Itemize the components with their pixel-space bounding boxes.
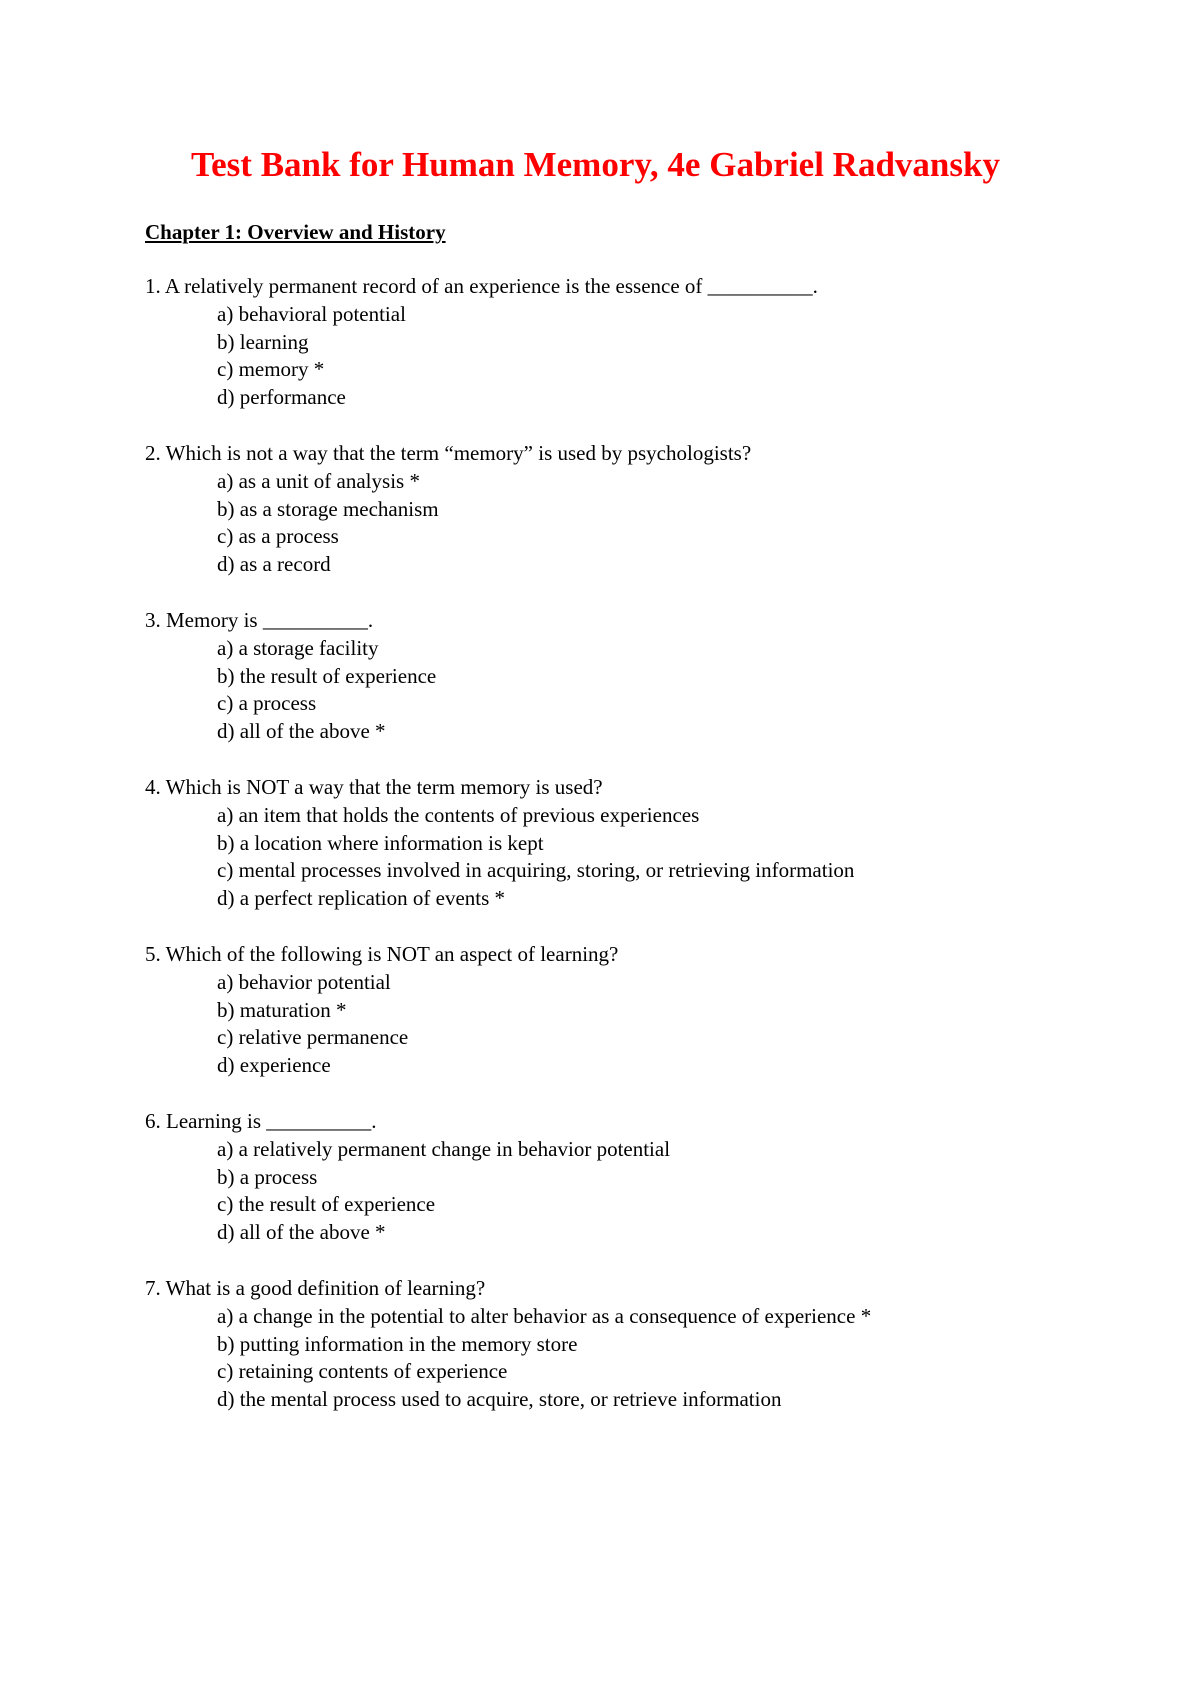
- question-4: [145, 774, 1145, 913]
- answer-options: [145, 1136, 1145, 1247]
- answer-option-d: d) performance: [217, 385, 346, 410]
- answer-option-b: b) as a storage mechanism: [217, 496, 439, 521]
- question-list: [145, 273, 1145, 1442]
- answer-options: [145, 635, 1145, 746]
- answer-option-a: a) behavior potential: [217, 969, 391, 994]
- answer-option-d: d) all of the above *: [217, 719, 386, 744]
- question-stem: 2. Which is not a way that the term “memory” is used by psychologists?: [145, 440, 752, 465]
- answer-option-c: c) as a process: [217, 524, 339, 549]
- question-stem: 6. Learning is __________.: [145, 1108, 377, 1133]
- answer-option-d: d) the mental process used to acquire, store, or retrieve information: [217, 1387, 782, 1412]
- answer-option-c: c) the result of experience: [217, 1192, 436, 1217]
- answer-option-c: c) relative permanence: [217, 1025, 409, 1050]
- answer-option-a: a) a storage facility: [217, 635, 379, 660]
- question-stem: 3. Memory is __________.: [145, 607, 374, 632]
- answer-option-c: c) mental processes involved in acquiring, storing, or retrieving information: [217, 858, 855, 883]
- question-stem: 4. Which is NOT a way that the term memory is used?: [145, 774, 603, 799]
- question-2: [145, 440, 1145, 579]
- question-3: [145, 607, 1145, 746]
- answer-option-b: b) a process: [217, 1164, 318, 1189]
- question-5: [145, 941, 1145, 1080]
- answer-option-b: b) maturation *: [217, 997, 347, 1022]
- answer-options: [145, 802, 1145, 913]
- answer-options: [145, 468, 1145, 579]
- answer-option-a: a) behavioral potential: [217, 301, 406, 326]
- question-7: [145, 1275, 1145, 1414]
- answer-option-a: a) an item that holds the contents of previous experiences: [217, 802, 700, 827]
- question-6: [145, 1108, 1145, 1247]
- question-stem: 1. A relatively permanent record of an experience is the essence of __________.: [145, 274, 818, 298]
- answer-options: [145, 301, 1145, 412]
- answer-option-b: b) learning: [217, 329, 309, 354]
- document-title: Test Bank for Human Memory, 4e Gabriel Radvansky: [191, 145, 1000, 184]
- answer-option-a: a) a relatively permanent change in behavior potential: [217, 1136, 671, 1161]
- answer-option-a: a) as a unit of analysis *: [217, 468, 420, 493]
- answer-option-d: d) as a record: [217, 552, 331, 577]
- question-1: [145, 273, 1145, 412]
- answer-option-b: b) the result of experience: [217, 663, 437, 688]
- answer-option-d: d) experience: [217, 1053, 331, 1078]
- answer-option-c: c) a process: [217, 691, 317, 716]
- answer-options: [145, 1303, 1145, 1414]
- answer-option-c: c) memory *: [217, 357, 325, 382]
- answer-option-c: c) retaining contents of experience: [217, 1359, 508, 1384]
- question-stem: 7. What is a good definition of learning?: [145, 1275, 486, 1300]
- answer-option-b: b) putting information in the memory store: [217, 1331, 578, 1356]
- answer-option-b: b) a location where information is kept: [217, 830, 544, 855]
- chapter-heading: Chapter 1: Overview and History: [145, 220, 446, 244]
- answer-option-d: d) all of the above *: [217, 1220, 386, 1245]
- answer-option-d: d) a perfect replication of events *: [217, 886, 506, 911]
- question-stem: 5. Which of the following is NOT an aspect of learning?: [145, 941, 619, 966]
- answer-option-a: a) a change in the potential to alter behavior as a consequence of experience *: [217, 1303, 872, 1328]
- answer-options: [145, 969, 1145, 1080]
